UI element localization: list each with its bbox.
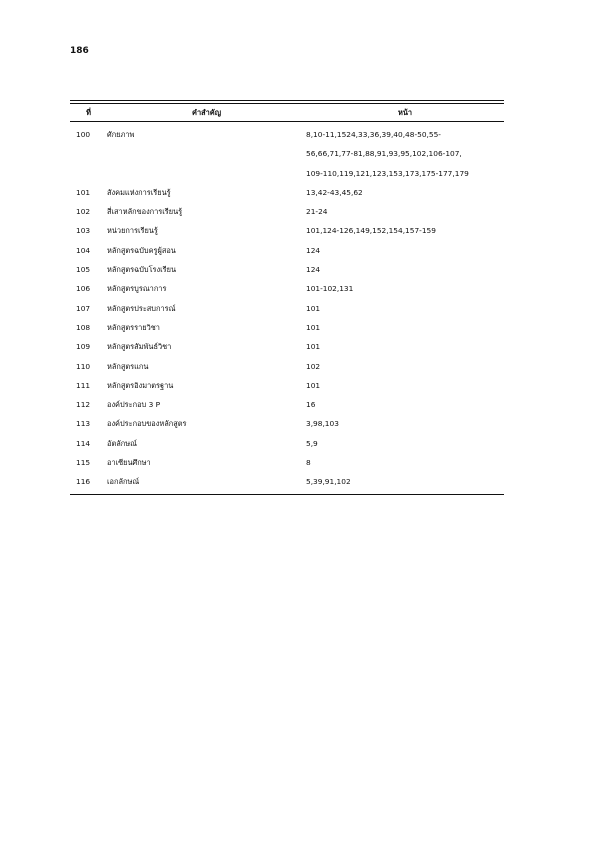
row-number: 101 bbox=[76, 187, 91, 197]
row-number: 113 bbox=[76, 419, 91, 429]
table-bottom-rule bbox=[70, 494, 504, 495]
row-number: 102 bbox=[76, 207, 91, 217]
row-number: 112 bbox=[76, 400, 91, 410]
row-pages bbox=[306, 183, 504, 202]
row-number: 108 bbox=[76, 322, 91, 332]
row-keyword: อัตลักษณ์ bbox=[107, 438, 137, 448]
row-pages bbox=[306, 125, 504, 183]
row-pages bbox=[306, 414, 504, 433]
table-row bbox=[70, 125, 504, 183]
row-keyword: ศักยภาพ bbox=[107, 130, 135, 139]
row-pages bbox=[306, 241, 504, 260]
table-row bbox=[70, 472, 504, 491]
row-number: 100 bbox=[76, 130, 91, 139]
row-number: 104 bbox=[76, 245, 91, 255]
header-pages: หน้า bbox=[397, 108, 413, 117]
row-number: 106 bbox=[76, 284, 91, 294]
row-pages bbox=[306, 279, 504, 298]
row-pages-line: 101 bbox=[306, 303, 321, 313]
table-body bbox=[70, 122, 504, 494]
row-pages bbox=[306, 472, 504, 491]
row-pages-line: 124 bbox=[306, 265, 321, 275]
row-pages-line: 3,98,103 bbox=[306, 419, 339, 429]
row-pages-line: 101,124-126,149,152,154,157-159 bbox=[306, 226, 436, 236]
row-keyword: องค์ประกอบ 3 P bbox=[107, 400, 161, 410]
row-keyword: เอกลักษณ์ bbox=[107, 477, 140, 487]
row-keyword: สังคมแห่งการเรียนรู้ bbox=[107, 187, 171, 197]
table-row bbox=[70, 395, 504, 414]
row-pages bbox=[306, 260, 504, 279]
row-pages-line: 8,10-11,1524,33,36,39,40,48-50,55- bbox=[306, 130, 441, 139]
row-number: 107 bbox=[76, 303, 91, 313]
row-pages-line: 101 bbox=[306, 380, 321, 390]
table-row bbox=[70, 183, 504, 202]
header-keyword: คำสำคัญ bbox=[192, 108, 221, 117]
row-number: 109 bbox=[76, 342, 91, 352]
row-number: 115 bbox=[76, 458, 91, 468]
table-row bbox=[70, 260, 504, 279]
row-pages-line: 5,39,91,102 bbox=[306, 477, 351, 487]
row-keyword: หลักสูตรบูรณาการ bbox=[107, 284, 167, 294]
row-pages-line: 101 bbox=[306, 322, 321, 332]
row-pages-line: 16 bbox=[306, 400, 316, 410]
row-keyword: หลักสูตรฉบับครูผู้สอน bbox=[107, 245, 176, 255]
table-row bbox=[70, 337, 504, 356]
row-pages bbox=[306, 376, 504, 395]
keyword-index-table bbox=[70, 100, 504, 495]
row-pages-line: 8 bbox=[306, 458, 311, 468]
page-number: 186 bbox=[70, 46, 89, 56]
row-pages bbox=[306, 318, 504, 337]
row-keyword: หน่วยการเรียนรู้ bbox=[107, 226, 158, 236]
row-pages bbox=[306, 221, 504, 240]
table-row bbox=[70, 299, 504, 318]
table-row bbox=[70, 221, 504, 240]
row-pages-line: 5,9 bbox=[306, 438, 318, 448]
row-pages-line: 109-110,119,121,123,153,173,175-177,179 bbox=[306, 168, 469, 178]
row-keyword: หลักสูตรอิงมาตรฐาน bbox=[107, 380, 174, 390]
table-row bbox=[70, 376, 504, 395]
row-number: 111 bbox=[76, 380, 91, 390]
table-row bbox=[70, 318, 504, 337]
row-number: 114 bbox=[76, 438, 91, 448]
row-keyword: องค์ประกอบของหลักสูตร bbox=[107, 419, 187, 429]
row-pages bbox=[306, 337, 504, 356]
row-pages bbox=[306, 202, 504, 221]
row-pages-line: 21-24 bbox=[306, 207, 328, 217]
row-number: 105 bbox=[76, 265, 91, 275]
row-keyword: หลักสูตรสัมพันธ์วิชา bbox=[107, 342, 172, 352]
table-row bbox=[70, 202, 504, 221]
row-pages-line: 124 bbox=[306, 245, 321, 255]
row-keyword: หลักสูตรแกน bbox=[107, 361, 149, 371]
table-header-row bbox=[70, 104, 504, 121]
row-pages bbox=[306, 299, 504, 318]
row-pages-line: 101-102,131 bbox=[306, 284, 354, 294]
row-number: 103 bbox=[76, 226, 91, 236]
row-pages bbox=[306, 395, 504, 414]
row-keyword: หลักสูตรรายวิชา bbox=[107, 322, 160, 332]
table-row bbox=[70, 453, 504, 472]
row-keyword: หลักสูตรประสบการณ์ bbox=[107, 303, 176, 313]
row-number: 116 bbox=[76, 477, 91, 487]
row-keyword: อาเซียนศึกษา bbox=[107, 458, 151, 468]
row-keyword: หลักสูตรฉบับโรงเรียน bbox=[107, 265, 176, 275]
header-number: ที่ bbox=[86, 108, 91, 117]
table-row bbox=[70, 279, 504, 298]
table-row bbox=[70, 434, 504, 453]
table-row bbox=[70, 414, 504, 433]
row-pages bbox=[306, 357, 504, 376]
row-keyword: สี่เสาหลักของการเรียนรู้ bbox=[107, 207, 183, 217]
row-pages-line: 56,66,71,77-81,88,91,93,95,102,106-107, bbox=[306, 149, 462, 159]
row-number: 110 bbox=[76, 361, 91, 371]
row-pages-line: 102 bbox=[306, 361, 321, 371]
row-pages bbox=[306, 434, 504, 453]
row-pages bbox=[306, 453, 504, 472]
table-row bbox=[70, 357, 504, 376]
row-pages-line: 13,42-43,45,62 bbox=[306, 187, 363, 197]
row-pages-line: 101 bbox=[306, 342, 321, 352]
table-row bbox=[70, 241, 504, 260]
